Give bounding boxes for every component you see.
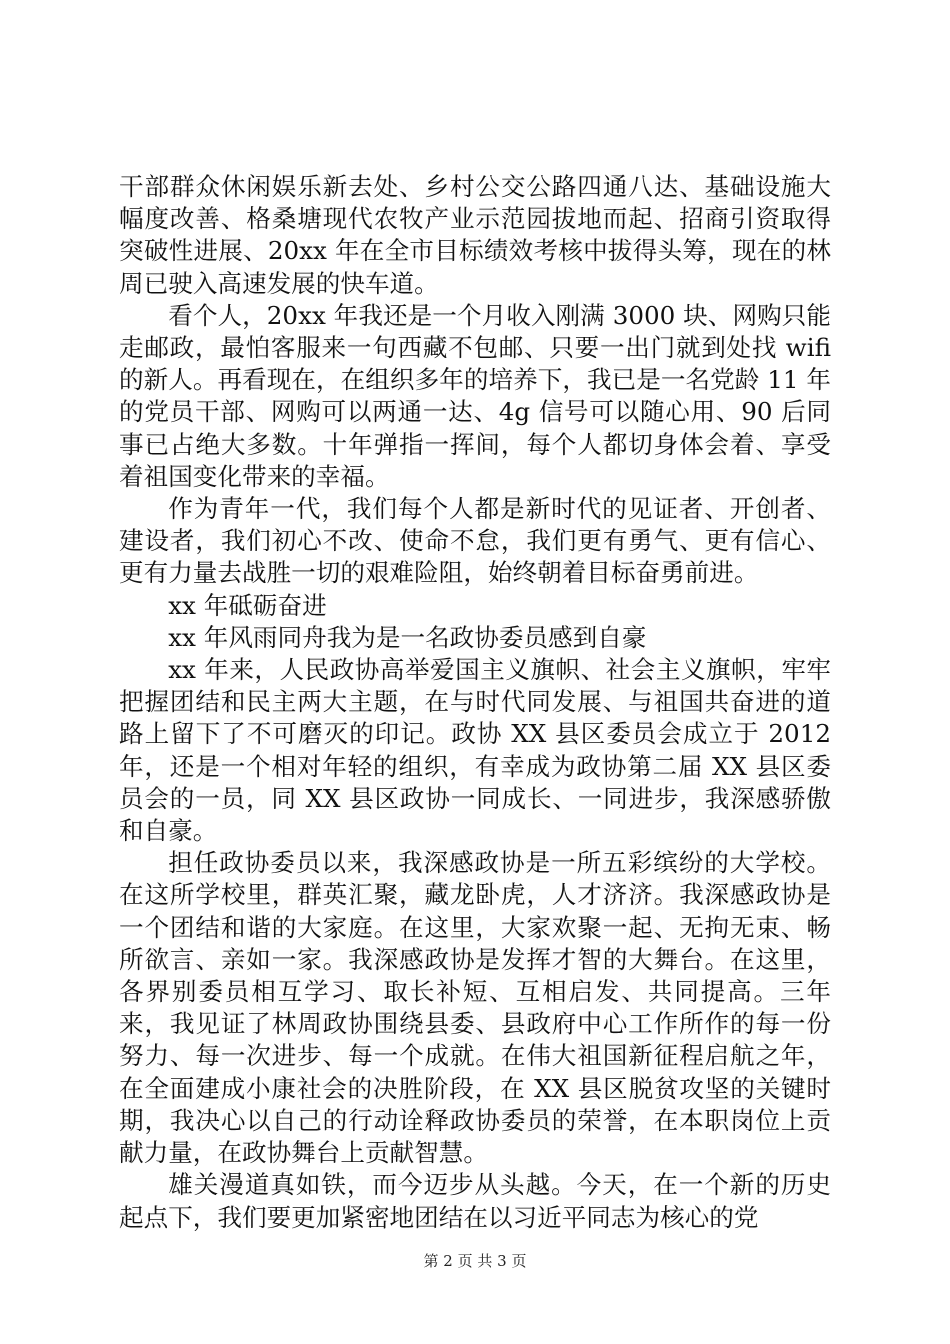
paragraph-7: 担任政协委员以来，我深感政协是一所五彩缤纷的大学校。在这所学校里，群英汇聚，藏龙卧虎，人才济济。我深感政协是一个团结和谐的大家庭。在这里，大家欢聚一起、无拘无束、畅所欲言、亲如一家。我深感政协是发挥才智的大舞台。在这里，各界别委员相互学习、取长补短、互相启发、共同提高。三年来，我见证了林周政协围绕县委、县政府中心工作所作的每一份努力、每一次进步、每一个成就。在伟大祖国新征程启航之年，在全面建成小康社会的决胜阶段，在 XX 县区脱贫攻坚的关键时期，我决心以自己的行动诠释政协委员的荣誉，在本职岗位上贡献力量，在政协舞台上贡献智慧。 bbox=[119, 848, 831, 1168]
paragraph-2: 看个人，20xx 年我还是一个月收入刚满 3000 块、网购只能走邮政，最怕客服来一句西藏不包邮、只要一出门就到处找 wifi 的新人。再看现在，在组织多年的培养下，我已是一名党龄 11 年的党员干部、网购可以两通一达、4g 信号可以随心用、90 后同事已占绝大多数。十年弹指一挥间，每个人都切身体会着、享受着祖国变化带来的幸福。 bbox=[119, 300, 831, 491]
paragraph-3: 作为青年一代，我们每个人都是新时代的见证者、开创者、建设者，我们初心不改、使命不怠，我们更有勇气、更有信心、更有力量去战胜一切的艰难险阻，始终朝着目标奋勇前进。 bbox=[119, 494, 831, 588]
paragraph-4: xx 年砥砺奋进 bbox=[168, 590, 327, 620]
paragraph-6: xx 年来，人民政协高举爱国主义旗帜、社会主义旗帜，牢牢把握团结和民主两大主题，在与时代同发展、与祖国共奋进的道路上留下了不可磨灭的印记。政协 XX 县区委员会成立于 2012 年，还是一个相对年轻的组织，有幸成为政协第二届 XX 县区委员会的一员，同 XX 县区政协一同成长、一同进步，我深感骄傲和自豪。 bbox=[119, 655, 831, 846]
paragraph-8: 雄关漫道真如铁，而今迈步从头越。今天，在一个新的历史起点下，我们要更加紧密地团结在以习近平同志为核心的党 bbox=[119, 1170, 831, 1232]
page-footer: 第 2 页 共 3 页 bbox=[423, 1252, 527, 1270]
document-body bbox=[119, 171, 831, 1234]
paragraph-1: 干部群众休闲娱乐新去处、乡村公交公路四通八达、基础设施大幅度改善、格桑塘现代农牧产业示范园拔地而起、招商引资取得突破性进展、20xx 年在全市目标绩效考核中拔得头筹，现在的林周已驶入高速发展的快车道。 bbox=[119, 172, 831, 298]
paragraph-5: xx 年风雨同舟我为是一名政协委员感到自豪 bbox=[168, 622, 647, 652]
